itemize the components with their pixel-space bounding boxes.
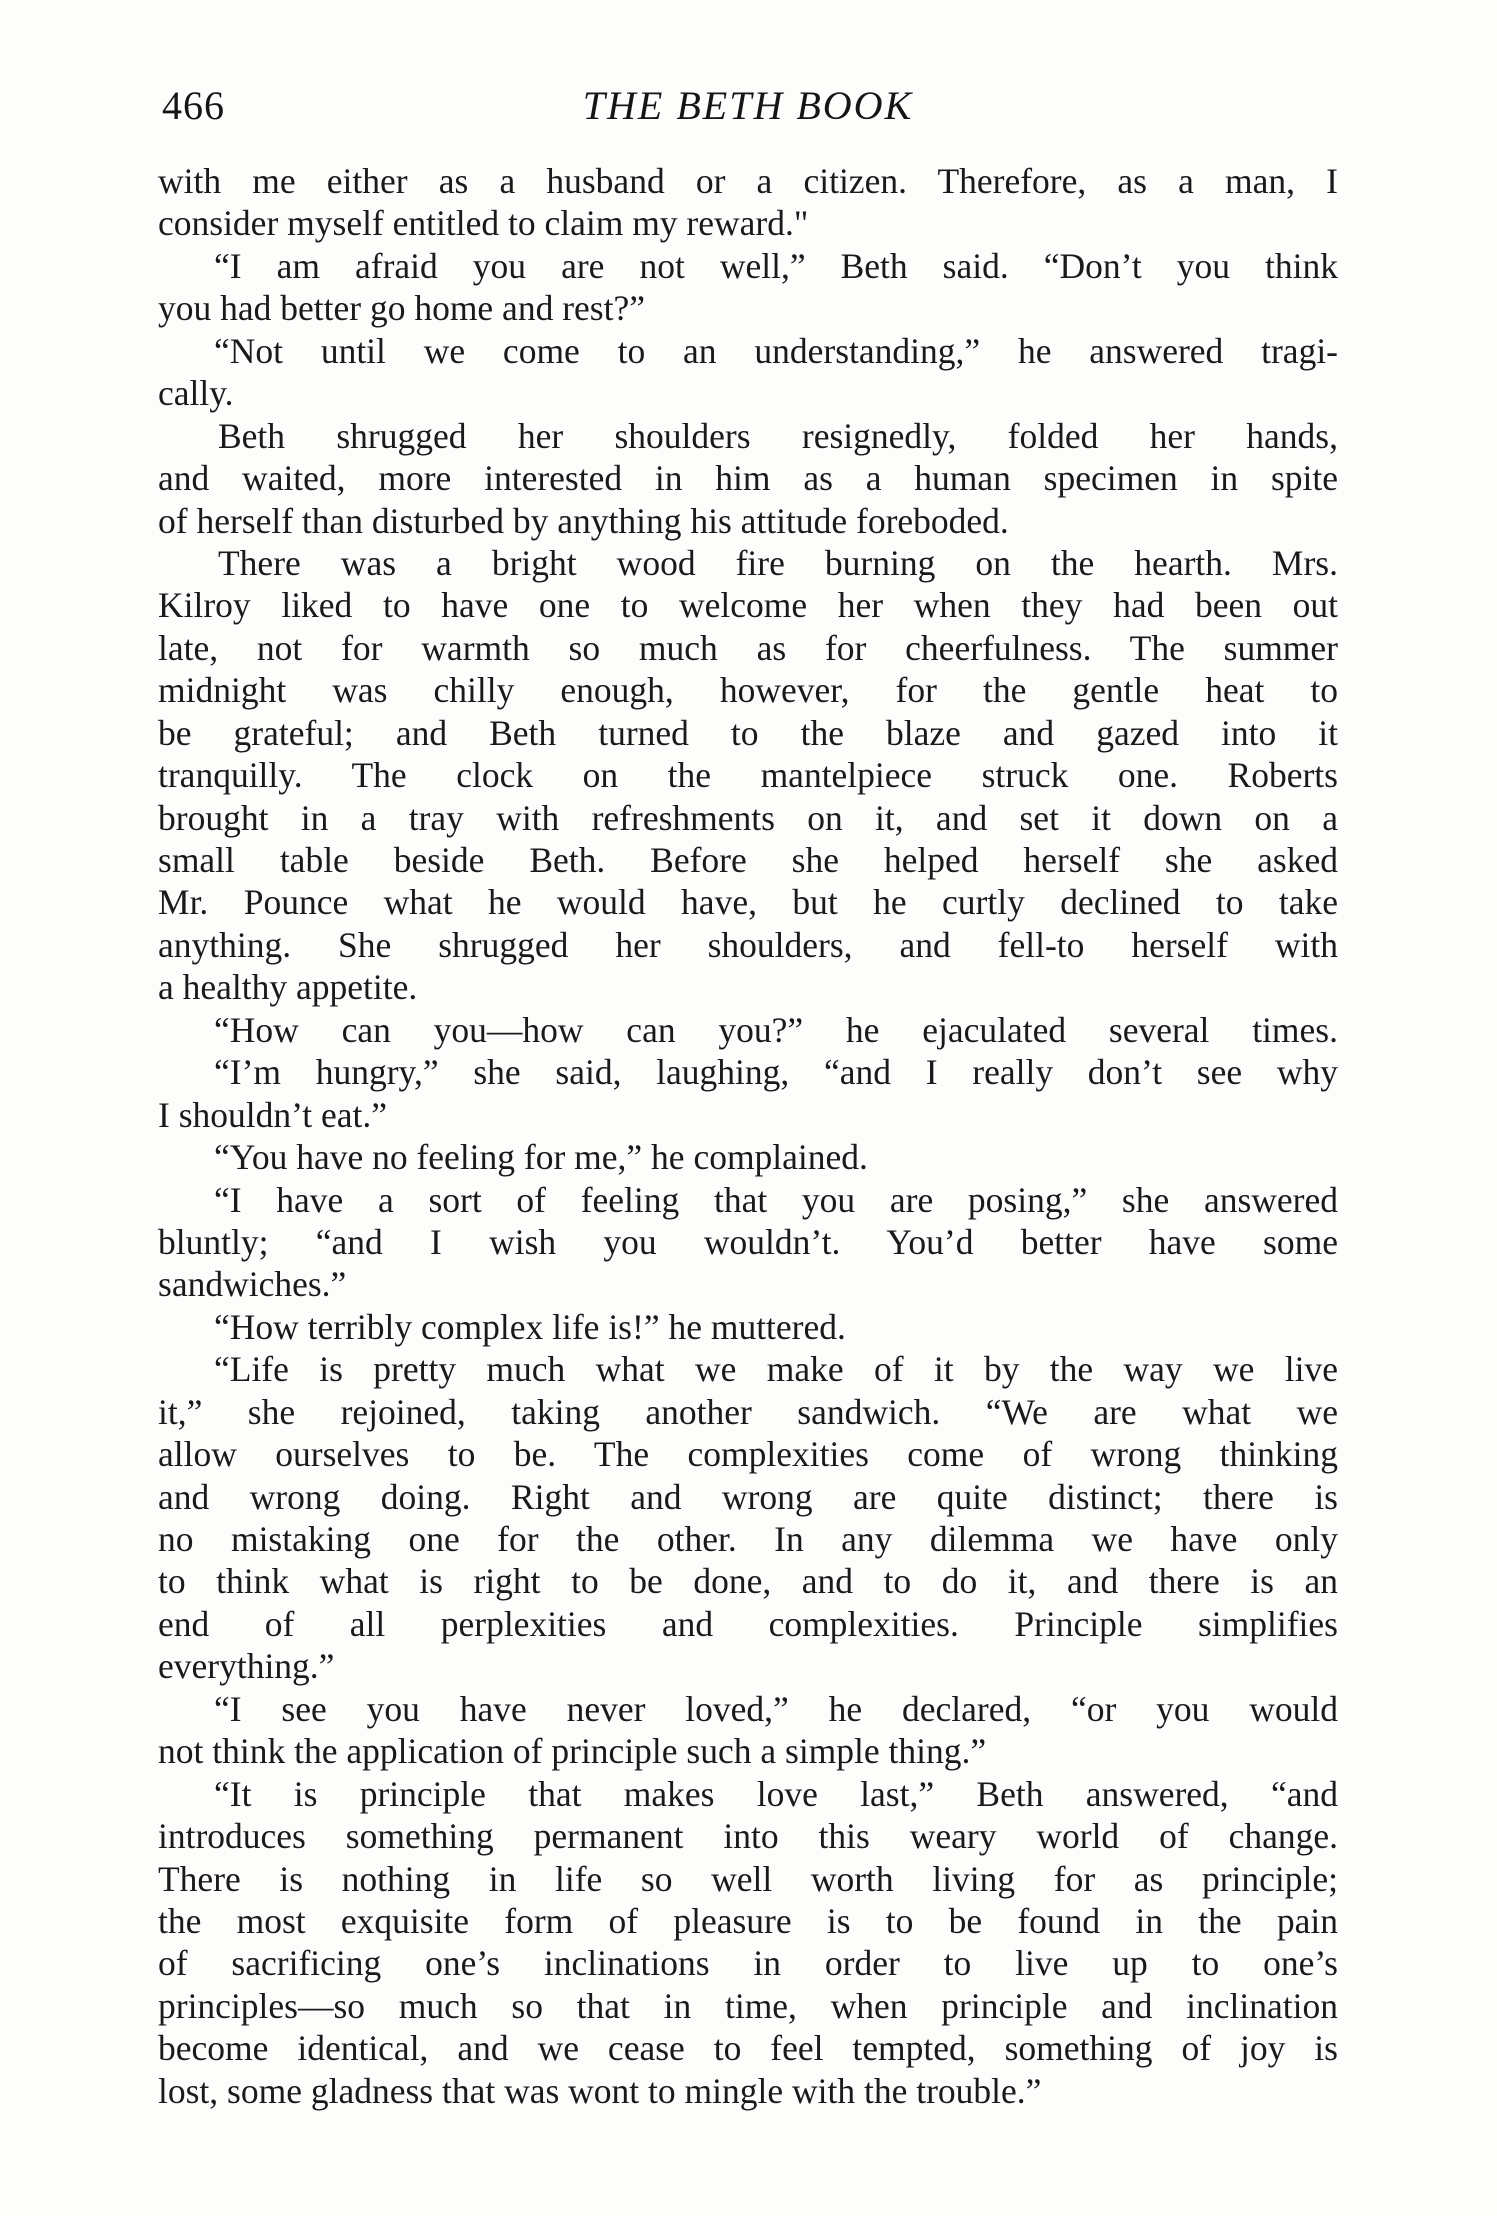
text-line: anything. She shrugged her shoulders, and fell-to herself with	[158, 924, 1338, 965]
text-line: Mr. Pounce what he would have, but he curtly declined to take	[158, 882, 1338, 923]
text-line: introduces something permanent into this weary world of change.	[158, 1816, 1338, 1857]
text-line: “It is principle that makes love last,” Beth answered, “and	[214, 1773, 1338, 1814]
text-line: consider myself entitled to claim my reward."	[158, 203, 809, 244]
text-line: be grateful; and Beth turned to the blaze and gazed into it	[158, 712, 1338, 753]
text-line: of herself than disturbed by anything his attitude foreboded.	[158, 500, 1009, 541]
page-number: 466	[162, 83, 225, 128]
text-line: I shouldn’t eat.”	[158, 1094, 388, 1135]
text-line: “I see you have never loved,” he declared, “or you would	[214, 1688, 1338, 1729]
page-header	[158, 82, 1338, 142]
text-line: lost, some gladness that was wont to mingle with the trouble.”	[158, 2070, 1042, 2111]
text-line: the most exquisite form of pleasure is to be found in the pain	[158, 1900, 1338, 1941]
text-line: There is nothing in life so well worth living for as principle;	[158, 1858, 1338, 1899]
text-line: everything.”	[158, 1646, 335, 1687]
text-line: “I have a sort of feeling that you are posing,” she answered	[214, 1179, 1338, 1220]
text-line: midnight was chilly enough, however, for the gentle heat to	[158, 670, 1338, 711]
text-line: end of all perplexities and complexities. Principle simplifies	[158, 1603, 1338, 1644]
text-line: Beth shrugged her shoulders resignedly, folded her hands,	[218, 415, 1338, 456]
text-line: cally.	[158, 373, 234, 414]
text-line: with me either as a husband or a citizen. Therefore, as a man, I	[158, 161, 1338, 201]
text-line: “Not until we come to an understanding,” he answered tragi-	[214, 330, 1338, 371]
text-line: “I am afraid you are not well,” Beth said. “Don’t you think	[214, 245, 1338, 286]
text-line: a healthy appetite.	[158, 967, 418, 1008]
text-line: and waited, more interested in him as a human specimen in spite	[158, 458, 1338, 499]
body-text	[158, 160, 1338, 2112]
text-line: become identical, and we cease to feel tempted, something of joy is	[158, 2028, 1338, 2069]
text-line: sandwiches.”	[158, 1264, 347, 1305]
text-line: it,” she rejoined, taking another sandwich. “We are what we	[158, 1391, 1338, 1432]
running-title: THE BETH BOOK	[582, 83, 914, 128]
text-line: “How can you—how can you?” he ejaculated several times.	[214, 1009, 1338, 1050]
text-line: allow ourselves to be. The complexities come of wrong thinking	[158, 1434, 1338, 1475]
text-line: “You have no feeling for me,” he complained.	[214, 1137, 868, 1178]
text-line: There was a bright wood fire burning on the hearth. Mrs.	[218, 542, 1338, 583]
text-line: no mistaking one for the other. In any dilemma we have only	[158, 1519, 1338, 1559]
text-line: to think what is right to be done, and to do it, and there is an	[158, 1561, 1338, 1602]
text-line: small table beside Beth. Before she helped herself she asked	[158, 840, 1338, 880]
text-line: brought in a tray with refreshments on it, and set it down on a	[158, 797, 1338, 838]
text-line: Kilroy liked to have one to welcome her when they had been out	[158, 585, 1338, 626]
text-line: late, not for warmth so much as for cheerfulness. The summer	[158, 627, 1338, 668]
text-line: of sacrificing one’s inclinations in order to live up to one’s	[158, 1943, 1338, 1984]
text-line: and wrong doing. Right and wrong are quite distinct; there is	[158, 1476, 1338, 1517]
text-line: principles—so much so that in time, when principle and inclination	[158, 1985, 1338, 2026]
text-line: bluntly; “and I wish you wouldn’t. You’d better have some	[158, 1221, 1338, 1262]
text-line: tranquilly. The clock on the mantelpiece struck one. Roberts	[158, 755, 1338, 796]
text-line: “Life is pretty much what we make of it by the way we live	[214, 1349, 1338, 1390]
text-line: “I’m hungry,” she said, laughing, “and I really don’t see why	[214, 1052, 1338, 1093]
text-line: “How terribly complex life is!” he muttered.	[214, 1306, 846, 1347]
text-line: not think the application of principle such a simple thing.”	[158, 1731, 987, 1772]
text-line: you had better go home and rest?”	[158, 288, 645, 329]
